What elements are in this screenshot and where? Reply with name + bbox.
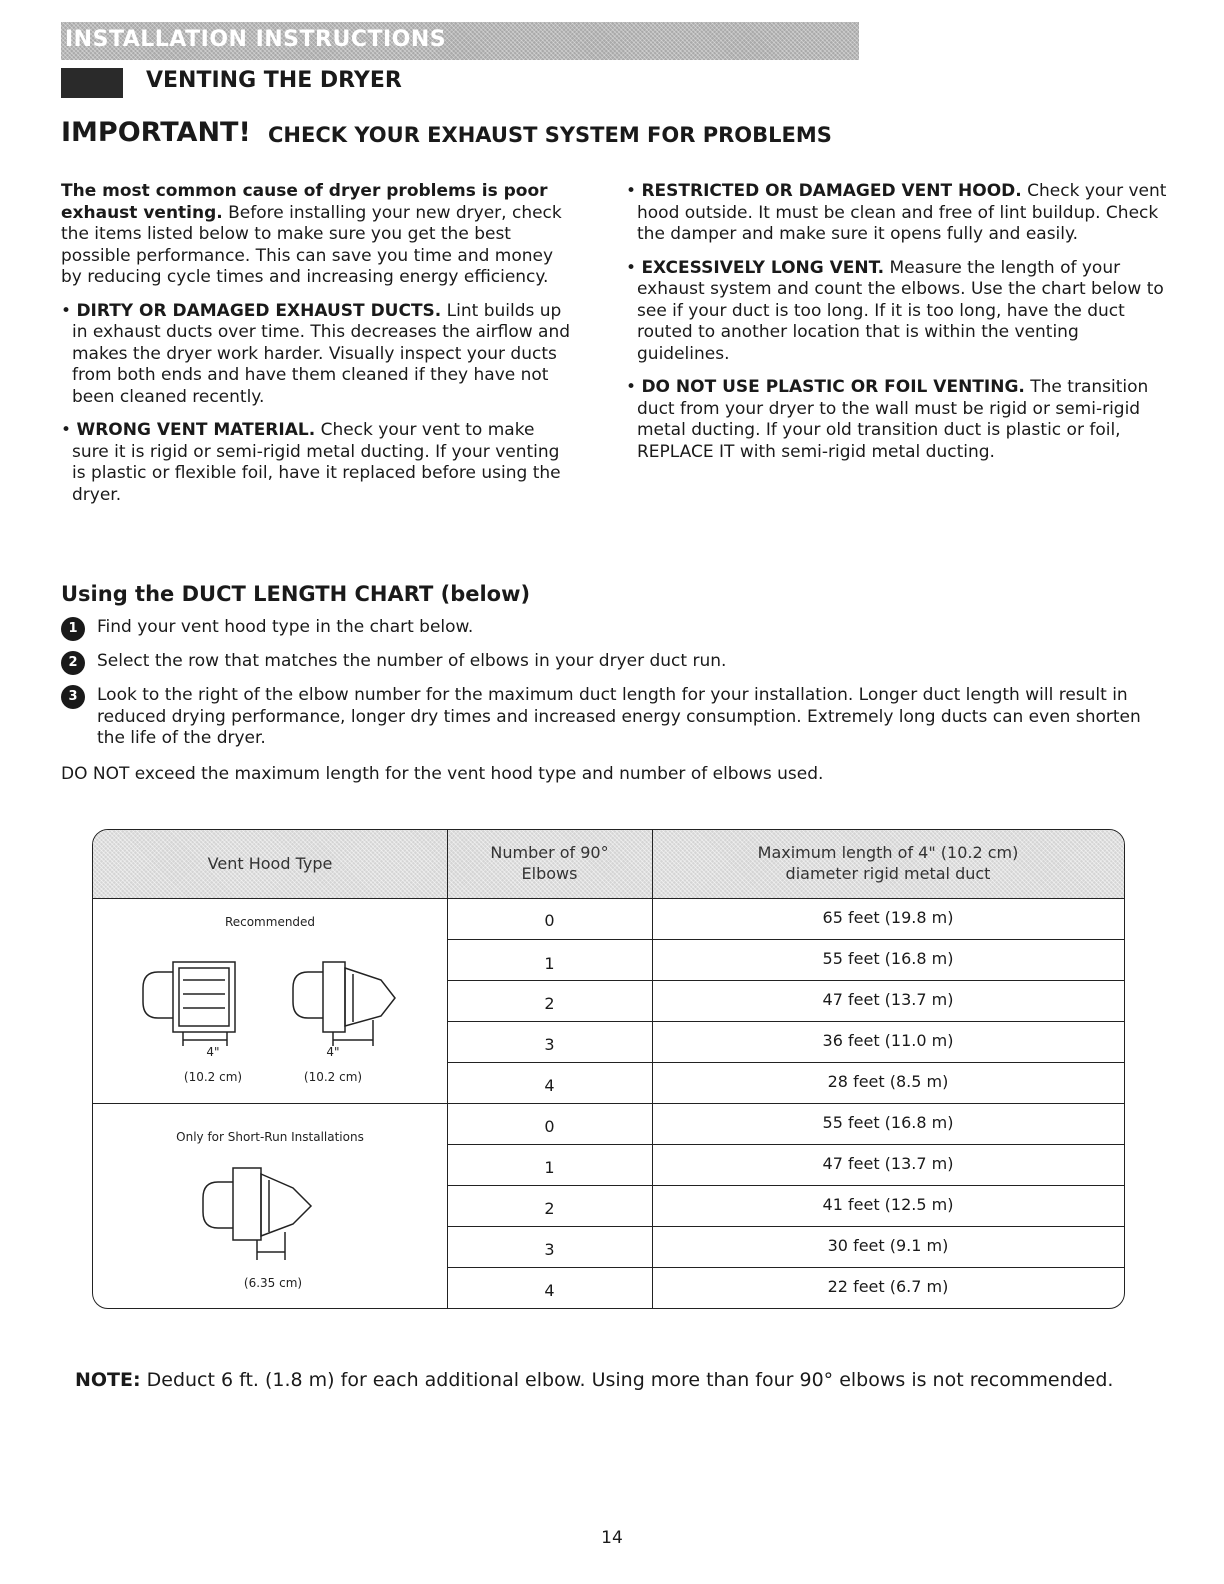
header-elbows: [447, 830, 652, 898]
step-text: Find your vent hood type in the chart below.: [97, 617, 474, 637]
header-elbows-line1: Number of 90°: [490, 843, 609, 862]
length-cell: 41 feet (12.5 m): [822, 1195, 954, 1214]
header-elbows-line2: Elbows: [521, 864, 578, 883]
length-cell: 55 feet (16.8 m): [822, 949, 954, 968]
row-divider: [447, 1021, 1124, 1022]
row-divider: [447, 1144, 1124, 1145]
section-title: VENTING THE DRYER: [146, 68, 402, 93]
heading-bold: DUCT LENGTH CHART: [181, 582, 434, 606]
intro-paragraph: [61, 181, 571, 289]
hood-group-label: Only for Short-Run Installations: [176, 1130, 364, 1144]
short-run-vent-hood-icon: [203, 1168, 311, 1260]
dimension-label: (6.35 cm): [243, 1276, 303, 1290]
section-marker: [61, 68, 123, 98]
step-1: [61, 617, 1171, 639]
banner-title: INSTALLATION INSTRUCTIONS: [65, 27, 447, 52]
length-cell: 47 feet (13.7 m): [822, 1154, 954, 1173]
hood-group-label: Recommended: [224, 915, 316, 929]
bullet-title: DIRTY OR DAMAGED EXHAUST DUCTS.: [76, 300, 442, 321]
heading-suffix: (below): [433, 582, 531, 606]
bullet-title: RESTRICTED OR DAMAGED VENT HOOD.: [641, 181, 1022, 201]
elbows-cell: 4: [544, 1281, 555, 1300]
length-cell: 47 feet (13.7 m): [822, 990, 954, 1009]
bullet-plastic-foil: • DO NOT USE PLASTIC OR FOIL VENTING. The transition duct from your dryer to the wall must be rigid or semi-rigid metal ducting. If your old transition duct is plastic or foil, REPLACE IT with semi-rigid metal ducting.: [626, 377, 1149, 462]
header-max-length: [652, 830, 1124, 898]
vent-hood-illustrations: [123, 950, 423, 1060]
length-cell: 30 feet (9.1 m): [827, 1236, 949, 1255]
length-cell: 65 feet (19.8 m): [822, 908, 954, 927]
dimension-label: (10.2 cm): [183, 1070, 243, 1084]
page-number: 14: [601, 1528, 623, 1548]
elbows-cell: 3: [544, 1240, 555, 1259]
elbows-cell: 2: [544, 1199, 555, 1218]
note-label: NOTE:: [75, 1369, 141, 1391]
bullet-long-vent: • EXCESSIVELY LONG VENT. Measure the length of your exhaust system and count the elbows. Use the chart below to see if your duct is too long. If it is too long, have the duct routed to another location that is within the venting guidelines.: [626, 257, 1164, 364]
step-number-icon: 2: [61, 651, 85, 675]
bullet-title: WRONG VENT MATERIAL.: [76, 420, 316, 440]
row-divider: [447, 980, 1124, 981]
box-vent-hood-icon: [143, 962, 235, 1046]
header-length-line2: diameter rigid metal duct: [785, 864, 991, 883]
header-vent-hood-type: Vent Hood Type: [207, 854, 333, 873]
note-text: Deduct 6 ft. (1.8 m) for each additional elbow. Using more than four 90° elbows is not recommended.: [140, 1369, 1114, 1391]
note: [75, 1369, 1113, 1391]
row-divider: [447, 939, 1124, 940]
step-text: Look to the right of the elbow number for the maximum duct length for your installation. Longer duct length will result in reduced drying performance, longer dry times and increased energy consumption. Extremely long ducts can even shorten the life of the dryer.: [97, 685, 1141, 748]
bullet-text: The transition duct from your dryer to the wall must be rigid or semi-rigid metal ducting. If your old transition duct is plastic or foil, REPLACE IT with semi-rigid metal ducting.: [637, 377, 1149, 462]
step-number-icon: 3: [61, 685, 85, 709]
row-divider: [447, 1226, 1124, 1227]
row-divider: [447, 1267, 1124, 1268]
row-divider: [447, 1062, 1124, 1063]
step-2: [61, 651, 1171, 673]
dimension-label: (10.2 cm): [303, 1070, 363, 1084]
column-divider: [447, 830, 448, 1308]
header-divider: [93, 898, 1124, 899]
elbows-cell: 1: [544, 954, 555, 973]
elbows-cell: 0: [544, 911, 555, 930]
right-column: [626, 181, 1171, 475]
elbows-cell: 1: [544, 1158, 555, 1177]
elbows-cell: 4: [544, 1076, 555, 1095]
elbows-cell: 0: [544, 1117, 555, 1136]
header-length-line1: Maximum length of 4" (10.2 cm): [757, 843, 1019, 862]
step-number-icon: 1: [61, 617, 85, 641]
dimension-label: 4": [206, 1045, 220, 1059]
bullet-vent-hood: • RESTRICTED OR DAMAGED VENT HOOD. Check your vent hood outside. It must be clean and free of lint buildup. Check the damper and make sure it opens fully and easily.: [626, 181, 1167, 244]
duct-length-chart: [92, 829, 1125, 1309]
elbows-cell: 3: [544, 1035, 555, 1054]
length-cell: 55 feet (16.8 m): [822, 1113, 954, 1132]
important-heading: CHECK YOUR EXHAUST SYSTEM FOR PROBLEMS: [268, 123, 832, 147]
step-3: [61, 685, 1171, 750]
bullet-text: Check your vent to make sure it is rigid or semi-rigid metal ducting. If your venting is plastic or flexible foil, have it replaced before using the dryer.: [72, 420, 561, 505]
bullet-text: Check your vent hood outside. It must be clean and free of lint buildup. Check the damper and make sure it opens fully and easily.: [637, 181, 1167, 244]
length-cell: 22 feet (6.7 m): [827, 1277, 949, 1296]
length-cell: 28 feet (8.5 m): [827, 1072, 949, 1091]
dimension-label: 4": [326, 1045, 340, 1059]
intro-bold: The most common cause of dryer problems is poor exhaust venting.: [61, 181, 548, 223]
short-run-vent-hood-illustration: [193, 1160, 343, 1270]
bullet-title: EXCESSIVELY LONG VENT.: [641, 257, 885, 278]
important-label: IMPORTANT!: [61, 117, 251, 148]
heading-prefix: Using the: [61, 582, 182, 606]
step-text: Select the row that matches the number of elbows in your dryer duct run.: [97, 651, 727, 671]
warning-text: DO NOT exceed the maximum length for the vent hood type and number of elbows used.: [61, 764, 824, 784]
bullet-wrong-material: • WRONG VENT MATERIAL. Check your vent to make sure it is rigid or semi-rigid metal ducting. If your venting is plastic or flexible foil, have it replaced before using the dryer.: [61, 420, 561, 505]
length-cell: 36 feet (11.0 m): [822, 1031, 954, 1050]
bullet-dirty-ducts: • DIRTY OR DAMAGED EXHAUST DUCTS. Lint builds up in exhaust ducts over time. This decreases the airflow and makes the dryer work harder. Visually inspect your ducts from both ends and have them cleaned if they have not been cleaned recently.: [61, 300, 571, 407]
bullet-title: DO NOT USE PLASTIC OR FOIL VENTING.: [641, 377, 1025, 397]
elbows-cell: 2: [544, 994, 555, 1013]
duct-chart-heading: [61, 582, 530, 606]
group-divider: [93, 1103, 1124, 1104]
section-banner: [61, 22, 859, 60]
bullet-text: Measure the length of your exhaust system and count the elbows. Use the chart below to see if your duct is too long. If it is too long, have the duct routed to another location that is within the venting guidelines.: [637, 257, 1164, 364]
row-divider: [447, 1185, 1124, 1186]
bullet-text: Lint builds up in exhaust ducts over time. This decreases the airflow and makes the dryer work harder. Visually inspect your ducts from both ends and have them cleaned if they have not been cleaned recently.: [72, 300, 571, 407]
left-column: [61, 181, 571, 518]
louvered-vent-hood-icon: [293, 962, 395, 1046]
intro-text: Before installing your new dryer, check the items listed below to make sure you get the best possible performance. This can save you time and money by reducing cycle times and increasing energy efficiency.: [61, 202, 562, 287]
